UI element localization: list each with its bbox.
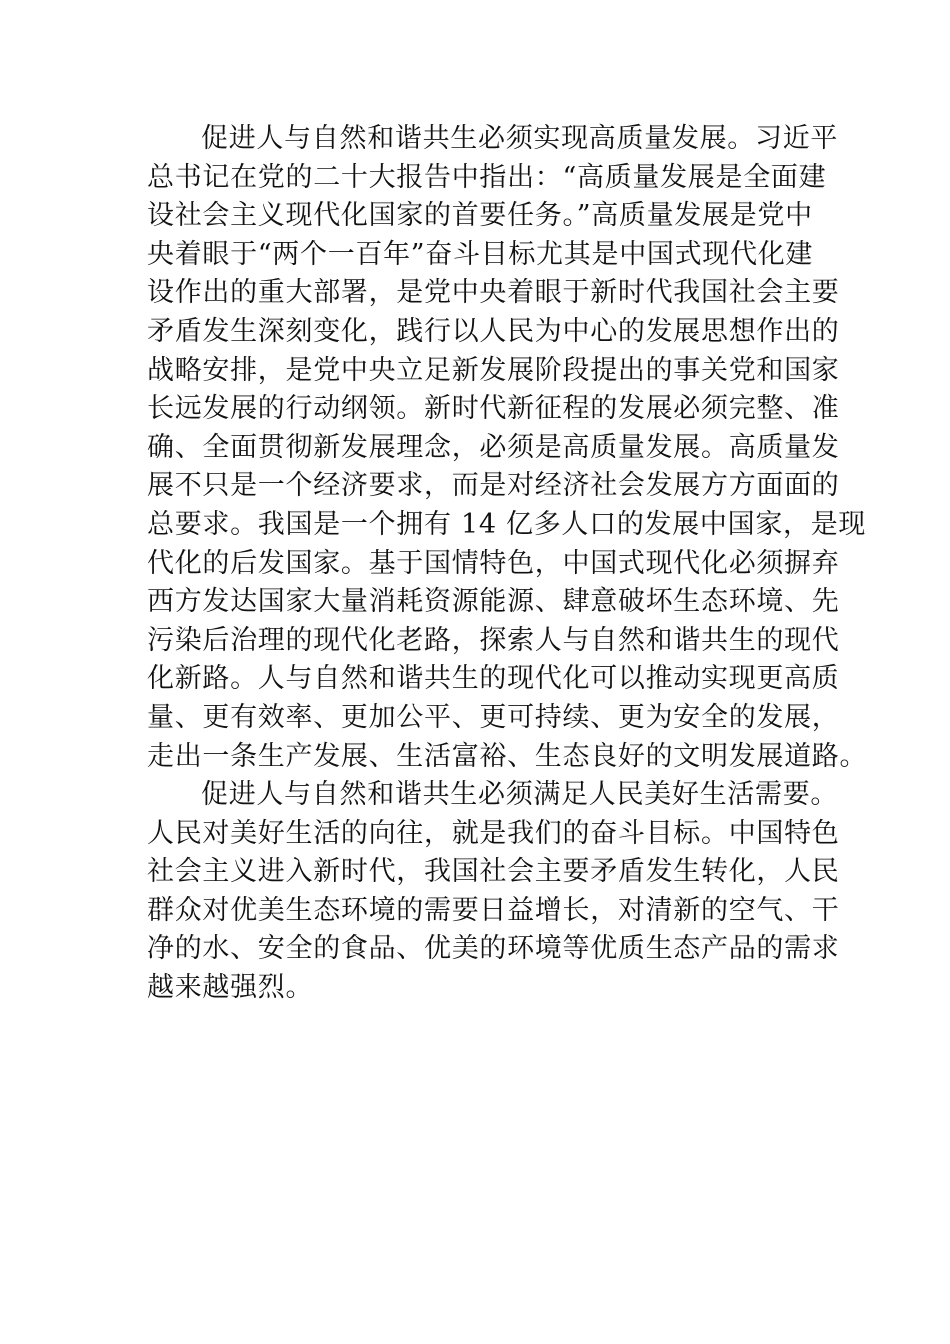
text-line: 总要求。我国是一个拥有 14 亿多人口的发展中国家，是现: [147, 508, 867, 540]
paragraph-1: [147, 120, 868, 776]
paragraph-2: [147, 776, 840, 1008]
text-line: 越来越强烈。: [147, 972, 314, 1004]
text-line: 量、更有效率、更加公平、更可持续、更为安全的发展，: [147, 701, 840, 733]
text-line: 战略安排，是党中央立足新发展阶段提出的事关党和国家: [147, 354, 840, 386]
text-line: 人民对美好生活的向往，就是我们的奋斗目标。中国特色: [147, 817, 840, 849]
text-line: 设社会主义现代化国家的首要任务。”高质量发展是党中: [147, 200, 813, 232]
text-line: 西方发达国家大量消耗资源能源、肆意破坏生态环境、先: [147, 586, 840, 618]
text-line: 促进人与自然和谐共生必须满足人民美好生活需要。: [201, 779, 839, 811]
text-line: 央着眼于“两个一百年”奋斗目标尤其是中国式现代化建: [147, 238, 814, 270]
text-line: 展不只是一个经济要求，而是对经济社会发展方方面面的: [147, 470, 840, 502]
text-line: 走出一条生产发展、生活富裕、生态良好的文明发展道路。: [147, 740, 868, 772]
text-line: 净的水、安全的食品、优美的环境等优质生态产品的需求: [147, 933, 840, 965]
text-line: 长远发展的行动纲领。新时代新征程的发展必须完整、准: [147, 393, 840, 425]
text-line: 群众对优美生态环境的需要日益增长，对清新的空气、干: [147, 894, 840, 926]
text-line: 社会主义进入新时代，我国社会主要矛盾发生转化，人民: [147, 856, 840, 888]
text-line: 设作出的重大部署，是党中央着眼于新时代我国社会主要: [147, 277, 840, 309]
text-line: 代化的后发国家。基于国情特色，中国式现代化必须摒弃: [147, 547, 840, 579]
text-line: 污染后治理的现代化老路，探索人与自然和谐共生的现代: [147, 624, 840, 656]
text-line: 确、全面贯彻新发展理念，必须是高质量发展。高质量发: [147, 431, 840, 463]
text-line: 促进人与自然和谐共生必须实现高质量发展。习近平: [201, 123, 839, 154]
text-line: 化新路。人与自然和谐共生的现代化可以推动实现更高质: [147, 663, 840, 695]
text-line: 总书记在党的二十大报告中指出：“高质量发展是全面建: [147, 161, 827, 193]
text-line: 矛盾发生深刻变化，践行以人民为中心的发展思想作出的: [147, 315, 840, 347]
body-text: [147, 120, 868, 1008]
